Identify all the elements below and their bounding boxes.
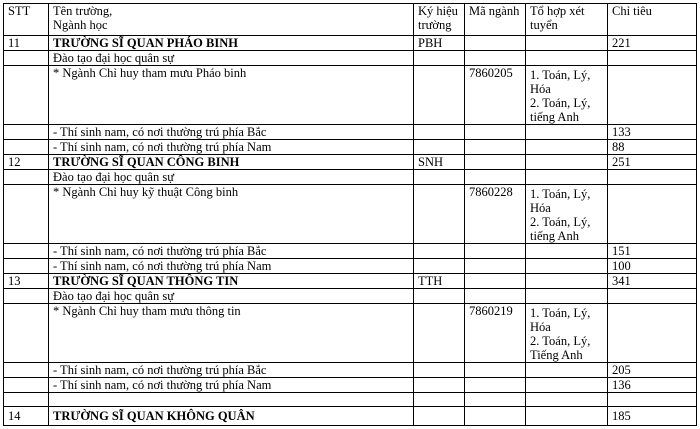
training-row	[4, 289, 697, 304]
stt-cell: 13	[4, 274, 49, 289]
empty-cell	[4, 378, 49, 393]
quota-value-north: 205	[608, 363, 697, 378]
empty-cell	[414, 125, 465, 140]
empty-cell	[414, 244, 465, 259]
school-name: TRƯỜNG SĨ QUAN KHÔNG QUÂN	[49, 407, 414, 426]
quota-row-north	[4, 125, 697, 140]
header-stt: STT	[4, 4, 49, 36]
empty-cell	[526, 140, 608, 155]
empty-cell	[526, 363, 608, 378]
school-row	[4, 407, 697, 426]
school-row	[4, 274, 697, 289]
major-name: * Ngành Chỉ huy tham mưu Pháo binh	[49, 66, 414, 125]
quota-value-south: 136	[608, 378, 697, 393]
quota-row-north	[4, 244, 697, 259]
school-total: 251	[608, 155, 697, 170]
training-label: Đào tạo đại học quân sự	[49, 170, 414, 185]
empty-cell	[4, 259, 49, 274]
quota-label-south: - Thí sinh nam, có nơi thường trú phía Nam	[49, 259, 414, 274]
header-combo: Tổ hợp xét tuyển	[526, 4, 608, 36]
quota-label-south: - Thí sinh nam, có nơi thường trú phía Nam	[49, 140, 414, 155]
subject-combos: 1. Toán, Lý, Hóa 2. Toán, Lý, Tiếng Anh	[526, 304, 608, 363]
empty-cell	[414, 304, 465, 363]
empty-cell	[414, 378, 465, 393]
quota-value-north: 133	[608, 125, 697, 140]
quota-label-north: - Thí sinh nam, có nơi thường trú phía Bắc	[49, 363, 414, 378]
subject-combos: 1. Toán, Lý, Hóa 2. Toán, Lý, tiếng Anh	[526, 66, 608, 125]
major-row	[4, 304, 697, 363]
empty-cell	[526, 259, 608, 274]
training-row	[4, 170, 697, 185]
empty-cell	[465, 155, 526, 170]
empty-cell	[608, 185, 697, 244]
admissions-table	[3, 3, 697, 426]
empty-cell	[608, 393, 697, 407]
school-total: 341	[608, 274, 697, 289]
school-total: 185	[608, 407, 697, 426]
empty-cell	[4, 170, 49, 185]
empty-cell	[526, 155, 608, 170]
major-name: * Ngành Chỉ huy tham mưu thông tin	[49, 304, 414, 363]
empty-cell	[526, 170, 608, 185]
empty-cell	[526, 36, 608, 51]
subject-combos: 1. Toán, Lý, Hóa 2. Toán, Lý, tiếng Anh	[526, 185, 608, 244]
stt-cell: 12	[4, 155, 49, 170]
school-code: PBH	[414, 36, 465, 51]
major-row	[4, 185, 697, 244]
quota-label-north: - Thí sinh nam, có nơi thường trú phía Bắc	[49, 125, 414, 140]
school-row	[4, 155, 697, 170]
stt-cell: 14	[4, 407, 49, 426]
empty-cell	[526, 289, 608, 304]
school-total: 221	[608, 36, 697, 51]
quota-row-north	[4, 363, 697, 378]
empty-cell	[4, 51, 49, 66]
empty-cell	[49, 393, 414, 407]
empty-cell	[4, 66, 49, 125]
header-row	[4, 4, 697, 36]
empty-cell	[414, 393, 465, 407]
empty-cell	[608, 304, 697, 363]
empty-cell	[414, 363, 465, 378]
empty-cell	[465, 244, 526, 259]
training-label: Đào tạo đại học quân sự	[49, 51, 414, 66]
quota-row-south	[4, 259, 697, 274]
empty-cell	[526, 51, 608, 66]
empty-cell	[465, 259, 526, 274]
header-code: Ký hiệu trường	[414, 4, 465, 36]
empty-cell	[4, 140, 49, 155]
major-code: 7860219	[465, 304, 526, 363]
empty-cell	[4, 244, 49, 259]
empty-cell	[465, 170, 526, 185]
quota-label-north: - Thí sinh nam, có nơi thường trú phía Bắc	[49, 244, 414, 259]
school-name: TRƯỜNG SĨ QUAN PHÁO BINH	[49, 36, 414, 51]
spacer-row	[4, 393, 697, 407]
empty-cell	[465, 378, 526, 393]
empty-cell	[608, 51, 697, 66]
empty-cell	[4, 185, 49, 244]
quota-value-north: 151	[608, 244, 697, 259]
school-name: TRƯỜNG SĨ QUAN CÔNG BINH	[49, 155, 414, 170]
empty-cell	[414, 185, 465, 244]
header-school: Tên trường, Ngành học	[49, 4, 414, 36]
table-body	[4, 4, 697, 426]
major-name: * Ngành Chỉ huy kỹ thuật Công binh	[49, 185, 414, 244]
empty-cell	[4, 363, 49, 378]
empty-cell	[414, 140, 465, 155]
training-row	[4, 51, 697, 66]
empty-cell	[4, 125, 49, 140]
empty-cell	[608, 170, 697, 185]
quota-row-south	[4, 140, 697, 155]
quota-value-south: 88	[608, 140, 697, 155]
empty-cell	[414, 51, 465, 66]
stt-cell: 11	[4, 36, 49, 51]
empty-cell	[465, 393, 526, 407]
empty-cell	[414, 66, 465, 125]
empty-cell	[526, 393, 608, 407]
empty-cell	[414, 289, 465, 304]
empty-cell	[414, 170, 465, 185]
empty-cell	[4, 304, 49, 363]
school-row	[4, 36, 697, 51]
school-code	[414, 407, 465, 426]
empty-cell	[465, 140, 526, 155]
empty-cell	[526, 407, 608, 426]
empty-cell	[4, 289, 49, 304]
training-label: Đào tạo đại học quân sự	[49, 289, 414, 304]
empty-cell	[526, 274, 608, 289]
empty-cell	[414, 259, 465, 274]
major-code: 7860228	[465, 185, 526, 244]
quota-row-south	[4, 378, 697, 393]
empty-cell	[608, 66, 697, 125]
empty-cell	[465, 51, 526, 66]
empty-cell	[465, 274, 526, 289]
header-major-code: Mã ngành	[465, 4, 526, 36]
empty-cell	[465, 125, 526, 140]
empty-cell	[465, 36, 526, 51]
empty-cell	[608, 289, 697, 304]
school-code: TTH	[414, 274, 465, 289]
school-code: SNH	[414, 155, 465, 170]
empty-cell	[526, 125, 608, 140]
quota-value-south: 100	[608, 259, 697, 274]
empty-cell	[526, 378, 608, 393]
major-row	[4, 66, 697, 125]
header-quota: Chỉ tiêu	[608, 4, 697, 36]
major-code: 7860205	[465, 66, 526, 125]
empty-cell	[465, 289, 526, 304]
quota-label-south: - Thí sinh nam, có nơi thường trú phía Nam	[49, 378, 414, 393]
empty-cell	[465, 407, 526, 426]
empty-cell	[465, 363, 526, 378]
empty-cell	[526, 244, 608, 259]
empty-cell	[4, 393, 49, 407]
school-name: TRƯỜNG SĨ QUAN THÔNG TIN	[49, 274, 414, 289]
